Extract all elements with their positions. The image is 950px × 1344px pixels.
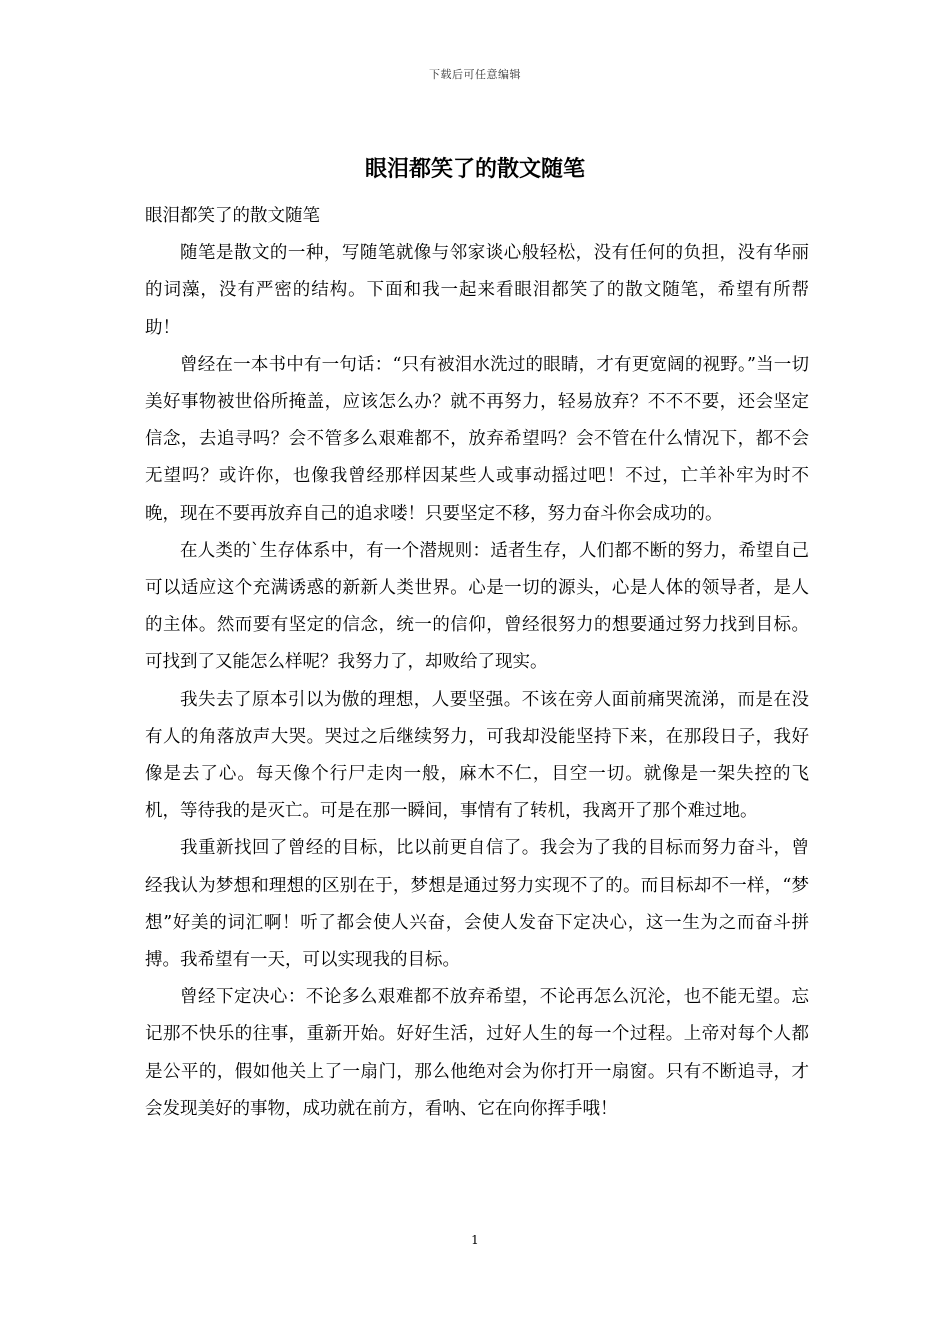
paragraph: 我重新找回了曾经的目标，比以前更自信了。我会为了我的目标而努力奋斗，曾经我认为梦想和理想的区别在于，梦想是通过努力实现不了的。而目标却不一样，“梦想”好美的词汇啊！听了都会使人兴奋，会使人发奋下定决心，这一生为之而奋斗拼搏。我希望有一天，可以实现我的目标。: [145, 838, 809, 971]
header-note: 下载后可任意编辑: [429, 68, 521, 81]
page-number: 1: [471, 1233, 479, 1247]
document-subtitle: 眼泪都笑了的散文随笔: [145, 206, 320, 226]
paragraph: 我失去了原本引以为傲的理想，人要坚强。不该在旁人面前痛哭流涕，而是在没有人的角落放声大哭。哭过之后继续努力，可我却没能坚持下来，在那段日子，我好像是去了心。每天像个行尸走肉一般，麻木不仁，目空一切。就像是一架失控的飞机，等待我的是灭亡。可是在那一瞬间，事情有了转机，我离开了那个难过地。: [145, 689, 809, 822]
paragraph: 随笔是散文的一种，写随笔就像与邻家谈心般轻松，没有任何的负担，没有华丽的词藻，没有严密的结构。下面和我一起来看眼泪都笑了的散文随笔，希望有所帮助！: [145, 243, 809, 338]
paragraph: 曾经下定决心：不论多么艰难都不放弃希望，不论再怎么沉沦，也不能无望。忘记那不快乐的往事，重新开始。好好生活，过好人生的每一个过程。上帝对每个人都是公平的，假如他关上了一扇门，那么他绝对会为你打开一扇窗。只有不断追寻，才会发现美好的事物，成功就在前方，看呐、它在向你挥手哦！: [145, 987, 809, 1119]
document-body: [145, 198, 809, 1128]
paragraph: 曾经在一本书中有一句话：“只有被泪水洗过的眼睛，才有更宽阔的视野。”当一切美好事物被世俗所掩盖，应该怎么办？就不再努力，轻易放弃？不不不要，还会坚定信念，去追寻吗？会不管多么艰难都不，放弃希望吗？会不管在什么情况下，都不会无望吗？或许你，也像我曾经那样因某些人或事动摇过吧！不过，亡羊补牢为时不晚，现在不要再放弃自己的追求喽！只要坚定不移，努力奋斗你会成功的。: [145, 354, 809, 524]
document-title: 眼泪都笑了的散文随笔: [364, 156, 585, 182]
paragraph: 在人类的`生存体系中，有一个潜规则：适者生存，人们都不断的努力，希望自己可以适应这个充满诱惑的新新人类世界。心是一切的源头，心是人体的领导者，是人的主体。然而要有坚定的信念，统一的信仰，曾经很努力的想要通过努力找到目标。可找到了又能怎么样呢？我努力了，却败给了现实。: [145, 540, 809, 673]
